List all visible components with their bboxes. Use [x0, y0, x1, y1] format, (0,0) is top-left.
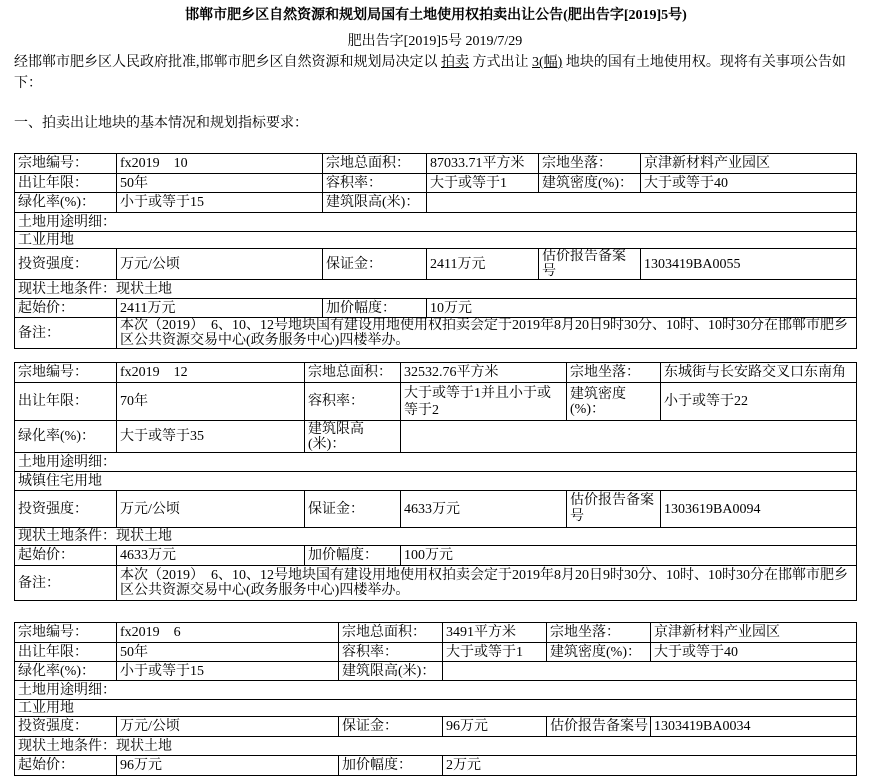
height-limit-value — [443, 662, 857, 681]
total-area-value: 87033.71平方米 — [427, 154, 539, 174]
plot-ratio-label: 容积率： — [339, 643, 443, 662]
plot-ratio-label: 容积率： — [323, 174, 427, 193]
building-density-value: 大于或等于40 — [651, 643, 857, 662]
transfer-term-label: 出让年限： — [15, 643, 117, 662]
table-row — [15, 213, 857, 232]
land-use-value: 工业用地 — [15, 700, 857, 717]
transfer-term-value: 50年 — [117, 643, 339, 662]
current-condition-value: 现状土地 — [116, 529, 172, 544]
appraisal-record-value: 1303619BA0094 — [661, 491, 857, 528]
transfer-term-value: 50年 — [117, 174, 323, 193]
transfer-term-label: 出让年限： — [15, 383, 117, 421]
parcel-table — [14, 622, 857, 776]
total-area-label: 宗地总面积： — [305, 363, 401, 383]
height-limit-label: 建筑限高(米)： — [305, 421, 401, 453]
location-value: 东城街与长安路交叉口东南角 — [661, 363, 857, 383]
plot-ratio-value: 大于或等于1并且小于或等于2 — [401, 383, 567, 421]
parcel-number-label: 宗地编号： — [15, 363, 117, 383]
investment-intensity-value: 万元/公顷 — [117, 491, 305, 528]
bid-increment-value: 10万元 — [427, 299, 857, 318]
table-row — [15, 528, 857, 546]
intro-text-before-method: 经邯郸市肥乡区人民政府批准,邯郸市肥乡区自然资源和规划局决定以 — [14, 55, 441, 70]
appraisal-record-value: 1303419BA0034 — [651, 717, 857, 737]
remarks-label: 备注： — [15, 566, 117, 601]
table-row — [15, 546, 857, 566]
current-condition-cell — [15, 280, 857, 299]
announcement-number-date: 肥出告字[2019]5号 2019/7/29 — [347, 34, 523, 49]
height-limit-value — [401, 421, 857, 453]
table-row — [15, 491, 857, 528]
table-row — [15, 566, 857, 601]
land-use-detail-label: 土地用途明细： — [15, 213, 857, 232]
starting-price-value: 96万元 — [117, 756, 339, 776]
greening-rate-label: 绿化率(%)： — [15, 421, 117, 453]
land-use-detail-label: 土地用途明细： — [15, 681, 857, 700]
deposit-value: 4633万元 — [401, 491, 567, 528]
appraisal-record-label: 估价报告备案号 — [539, 249, 641, 280]
current-condition-label: 现状土地条件： — [18, 738, 116, 754]
bid-increment-label: 加价幅度： — [339, 756, 443, 776]
plot-ratio-label: 容积率： — [305, 383, 401, 421]
building-density-label: 建筑密度(%)： — [539, 174, 641, 193]
plot-ratio-value: 大于或等于1 — [427, 174, 539, 193]
parcel-number-label: 宗地编号： — [15, 623, 117, 643]
current-condition-label: 现状土地条件： — [18, 281, 116, 297]
investment-intensity-label: 投资强度： — [15, 249, 117, 280]
greening-rate-value: 小于或等于15 — [117, 193, 323, 213]
greening-rate-value: 小于或等于15 — [117, 662, 339, 681]
table-row — [15, 756, 857, 776]
intro-text-after-count: 地块的国有土地使用权。现将有关事项公告如下： — [14, 55, 846, 91]
table-row — [15, 700, 857, 717]
appraisal-record-value: 1303419BA0055 — [641, 249, 857, 280]
section-heading: 一、拍卖出让地块的基本情况和规划指标要求： — [14, 116, 308, 131]
height-limit-label: 建筑限高(米)： — [323, 193, 427, 213]
transfer-term-value: 70年 — [117, 383, 305, 421]
parcel-count: 3(幅) — [532, 55, 563, 70]
total-area-label: 宗地总面积： — [323, 154, 427, 174]
table-row — [15, 249, 857, 280]
deposit-label: 保证金： — [323, 249, 427, 280]
building-density-label: 建筑密度(%)： — [567, 383, 661, 421]
transfer-term-label: 出让年限： — [15, 174, 117, 193]
height-limit-label: 建筑限高(米)： — [339, 662, 443, 681]
remarks-value: 本次（2019） 6、10、12号地块国有建设用地使用权拍卖会定于2019年8月20日9时30分、10时、10时30分在邯郸市肥乡区公共资源交易中心(政务服务中心)四楼举办。 — [117, 566, 857, 601]
location-value: 京津新材料产业园区 — [651, 623, 857, 643]
building-density-value: 大于或等于40 — [641, 174, 857, 193]
location-label: 宗地坐落： — [547, 623, 651, 643]
deposit-value: 96万元 — [443, 717, 547, 737]
bid-increment-label: 加价幅度： — [323, 299, 427, 318]
starting-price-label: 起始价： — [15, 756, 117, 776]
height-limit-value — [427, 193, 857, 213]
appraisal-record-label: 估价报告备案号 — [567, 491, 661, 528]
bid-increment-value: 2万元 — [443, 756, 857, 776]
parcel-table — [14, 153, 857, 349]
investment-intensity-label: 投资强度： — [15, 491, 117, 528]
table-row — [15, 453, 857, 472]
starting-price-value: 4633万元 — [117, 546, 305, 566]
greening-rate-label: 绿化率(%)： — [15, 662, 117, 681]
table-row — [15, 318, 857, 349]
total-area-value: 3491平方米 — [443, 623, 547, 643]
parcel-number-value: fx2019 12 — [117, 363, 305, 383]
table-row — [15, 737, 857, 756]
remarks-label: 备注： — [15, 318, 117, 349]
location-label: 宗地坐落： — [567, 363, 661, 383]
deposit-value: 2411万元 — [427, 249, 539, 280]
parcel-number-value: fx2019 6 — [117, 623, 339, 643]
building-density-value: 小于或等于22 — [661, 383, 857, 421]
appraisal-record-label: 估价报告备案号 — [547, 717, 651, 737]
total-area-value: 32532.76平方米 — [401, 363, 567, 383]
location-label: 宗地坐落： — [539, 154, 641, 174]
table-row — [15, 363, 857, 383]
investment-intensity-value: 万元/公顷 — [117, 717, 339, 737]
greening-rate-label: 绿化率(%)： — [15, 193, 117, 213]
table-row — [15, 472, 857, 491]
table-row — [15, 623, 857, 643]
table-row — [15, 154, 857, 174]
land-use-value: 城镇住宅用地 — [15, 472, 857, 491]
parcel-table — [14, 362, 857, 601]
table-row — [15, 717, 857, 737]
table-row — [15, 193, 857, 213]
table-row — [15, 174, 857, 193]
parcel-number-value: fx2019 10 — [117, 154, 323, 174]
auction-method: 拍卖 — [441, 55, 469, 70]
investment-intensity-value: 万元/公顷 — [117, 249, 323, 280]
bid-increment-value: 100万元 — [401, 546, 857, 566]
starting-price-label: 起始价： — [15, 546, 117, 566]
remarks-value: 本次（2019） 6、10、12号地块国有建设用地使用权拍卖会定于2019年8月20日9时30分、10时、10时30分在邯郸市肥乡区公共资源交易中心(政务服务中心)四楼举办。 — [117, 318, 857, 349]
plot-ratio-value: 大于或等于1 — [443, 643, 547, 662]
table-row — [15, 662, 857, 681]
table-row — [15, 232, 857, 249]
current-condition-cell — [15, 528, 857, 546]
total-area-label: 宗地总面积： — [339, 623, 443, 643]
page-title: 邯郸市肥乡区自然资源和规划局国有土地使用权拍卖出让公告(肥出告字[2019]5号) — [185, 8, 687, 23]
land-use-value: 工业用地 — [15, 232, 857, 249]
parcel-number-label: 宗地编号： — [15, 154, 117, 174]
bid-increment-label: 加价幅度： — [305, 546, 401, 566]
current-condition-value: 现状土地 — [116, 738, 172, 754]
table-row — [15, 299, 857, 318]
building-density-label: 建筑密度(%)： — [547, 643, 651, 662]
table-row — [15, 280, 857, 299]
deposit-label: 保证金： — [339, 717, 443, 737]
greening-rate-value: 大于或等于35 — [117, 421, 305, 453]
location-value: 京津新材料产业园区 — [641, 154, 857, 174]
intro-paragraph — [14, 52, 856, 94]
investment-intensity-label: 投资强度： — [15, 717, 117, 737]
current-condition-value: 现状土地 — [116, 281, 172, 297]
table-row — [15, 421, 857, 453]
table-row — [15, 681, 857, 700]
starting-price-label: 起始价： — [15, 299, 117, 318]
current-condition-label: 现状土地条件： — [18, 529, 116, 544]
deposit-label: 保证金： — [305, 491, 401, 528]
table-row — [15, 643, 857, 662]
land-use-detail-label: 土地用途明细： — [15, 453, 857, 472]
current-condition-cell — [15, 737, 857, 756]
starting-price-value: 2411万元 — [117, 299, 323, 318]
table-row — [15, 383, 857, 421]
intro-text-before-count: 方式出让 — [469, 55, 532, 70]
